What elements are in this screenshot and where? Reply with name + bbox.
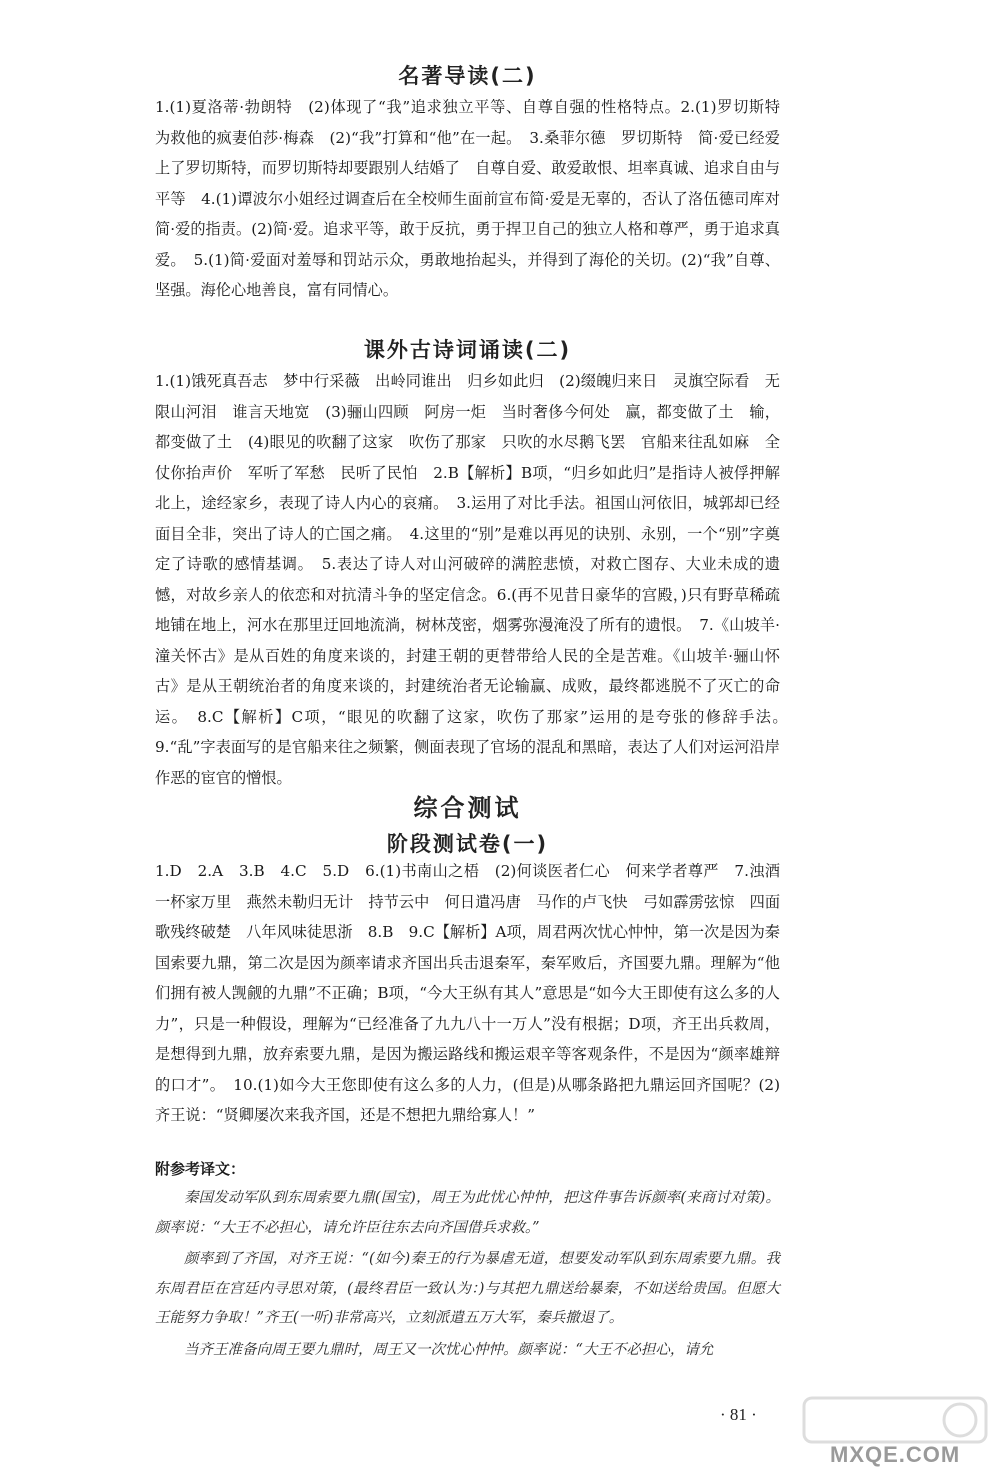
translation-label: 附参考译文：: [155, 1160, 246, 1178]
watermark-text: MXQE.COM: [830, 1442, 961, 1467]
section-body-zonghe: 1.D 2.A 3.B 4.C 5.D 6.(1)书南山之梧 (2)何谈医者仁心 何来学者尊严 7.浊酒一杯家万里 燕然未勒归无计 持节云中 何日遣冯唐 马作的卢飞快 弓如霹雳弦惊 四面歌残终破楚 八年风味徒思浙 8.B 9.C【解析】A项，周君两次忧心忡忡，第一次是因为秦国索要九鼎，第二次是因为颜率请求齐国出兵击退秦军，秦军败后，齐国要九鼎。理解为“他们拥有被人觊觎的九鼎”不正确；B项，“今大王纵有其人”意思是“如今大王即使有这么多的人力”，只是一种假设，理解为“已经准备了九九八十一万人”没有根据；D项，齐王出兵救周，是想得到九鼎，放弃索要九鼎，是因为搬运路线和搬运艰辛等客观条件，不是因为“颜率雄辩的口才”。 10.(1)如今大王您即使有这么多的人力，(但是)从哪条路把九鼎运回齐国呢？(2)齐王说：“贤卿屡次来我齐国，还是不想把九鼎给寡人！”: [155, 862, 780, 1124]
section-title-mingzhu: 名著导读(二): [398, 64, 537, 88]
section-body-gushici: 1.(1)饿死真吾志 梦中行采薇 出岭同谁出 归乡如此归 (2)缀魄归来日 灵旗空际看 无限山河泪 谁言天地宽 (3)骊山四顾 阿房一炬 当时奢侈今何处 赢，都变做了土 输，都变做了土 (4)眼见的吹翻了这家 吹伤了那家 只吹的水尽鹅飞罢 官船来往乱如麻 全仗你抬声价 军听了军愁 民听了民怕 2.B【解析】B项，“归乡如此归”是指诗人被俘押解北上，途经家乡，表现了诗人内心的哀痛。 3.运用了对比手法。祖国山河依旧，城郭却已经面目全非，突出了诗人的亡国之痛。 4.这里的“别”是难以再见的诀别、永别，一个“别”字奠定了诗歌的感情基调。 5.表达了诗人对山河破碎的满腔悲愤，对救亡图存、大业未成的遗憾，对故乡亲人的依恋和对抗清斗争的坚定信念。6.(再不见昔日豪华的宫殿，)只有野草稀疏地铺在地上，河水在那里迂回地流淌，树林茂密，烟雾弥漫淹没了所有的遗恨。 7.《山坡羊·潼关怀古》是从百姓的角度来谈的，封建王朝的更替带给人民的全是苦难。《山坡羊·骊山怀古》是从王朝统治者的角度来谈的，封建统治者无论输赢、成败，最终都逃脱不了灭亡的命运。 8.C【解析】C项，“眼见的吹翻了这家，吹伤了那家”运用的是夸张的修辞手法。 9.“乱”字表面写的是官船来往之频繁，侧面表现了官场的混乱和黑暗，表达了人们对运河沿岸作恶的宦官的憎恨。: [155, 372, 796, 787]
section-subtitle-jieduan: 阶段测试卷(一): [386, 832, 549, 856]
translation-block: [155, 1184, 780, 1365]
translation-paragraph: 颜率到了齐国，对齐王说：“(如今)秦王的行为暴虐无道，想要发动军队到东周索要九鼎。我东周君臣在宫廷内寻思对策，(最终君臣一致认为：)与其把九鼎送给暴秦，不如送给贵国。但愿大王能努力争取！”齐王(一听)非常高兴，立刻派遣五万大军，秦兵撤退了。: [155, 1251, 780, 1326]
section-title-zonghe: 综合测试: [413, 794, 522, 822]
section-title-gushici: 课外古诗词诵读(二): [363, 338, 572, 362]
page-number: · 81 ·: [720, 1405, 757, 1424]
section-body-mingzhu: 1.(1)夏洛蒂·勃朗特 (2)体现了“我”追求独立平等、自尊自强的性格特点。2.(1)罗切斯特 为救他的疯妻伯莎·梅森 (2)“我”打算和“他”在一起。 3.桑菲尔德 罗切斯特 简·爱已经爱上了罗切斯特，而罗切斯特却要跟别人结婚了 自尊自爱、敢爱敢恨、坦率真诚、追求自由与平等 4.(1)谭波尔小姐经过调查后在全校师生面前宣布简·爱是无辜的，否认了洛伍德司库对简·爱的指责。(2)简·爱。追求平等，敢于反抗，勇于捍卫自己的独立人格和尊严，勇于追求真爱。 5.(1)简·爱面对羞辱和罚站示众，勇敢地抬起头，并得到了海伦的关切。(2)“我”自尊、坚强。海伦心地善良，富有同情心。: [155, 98, 796, 299]
translation-paragraph: 当齐王准备向周王要九鼎时，周王又一次忧心忡忡。颜率说：“大王不必担心，请允: [184, 1341, 714, 1358]
translation-paragraph: 秦国发动军队到东周索要九鼎(国宝)，周王为此忧心忡忡，把这件事告诉颜率(来商讨对策)。颜率说：“大王不必担心，请允许臣往东去向齐国借兵求救。”: [155, 1190, 780, 1236]
